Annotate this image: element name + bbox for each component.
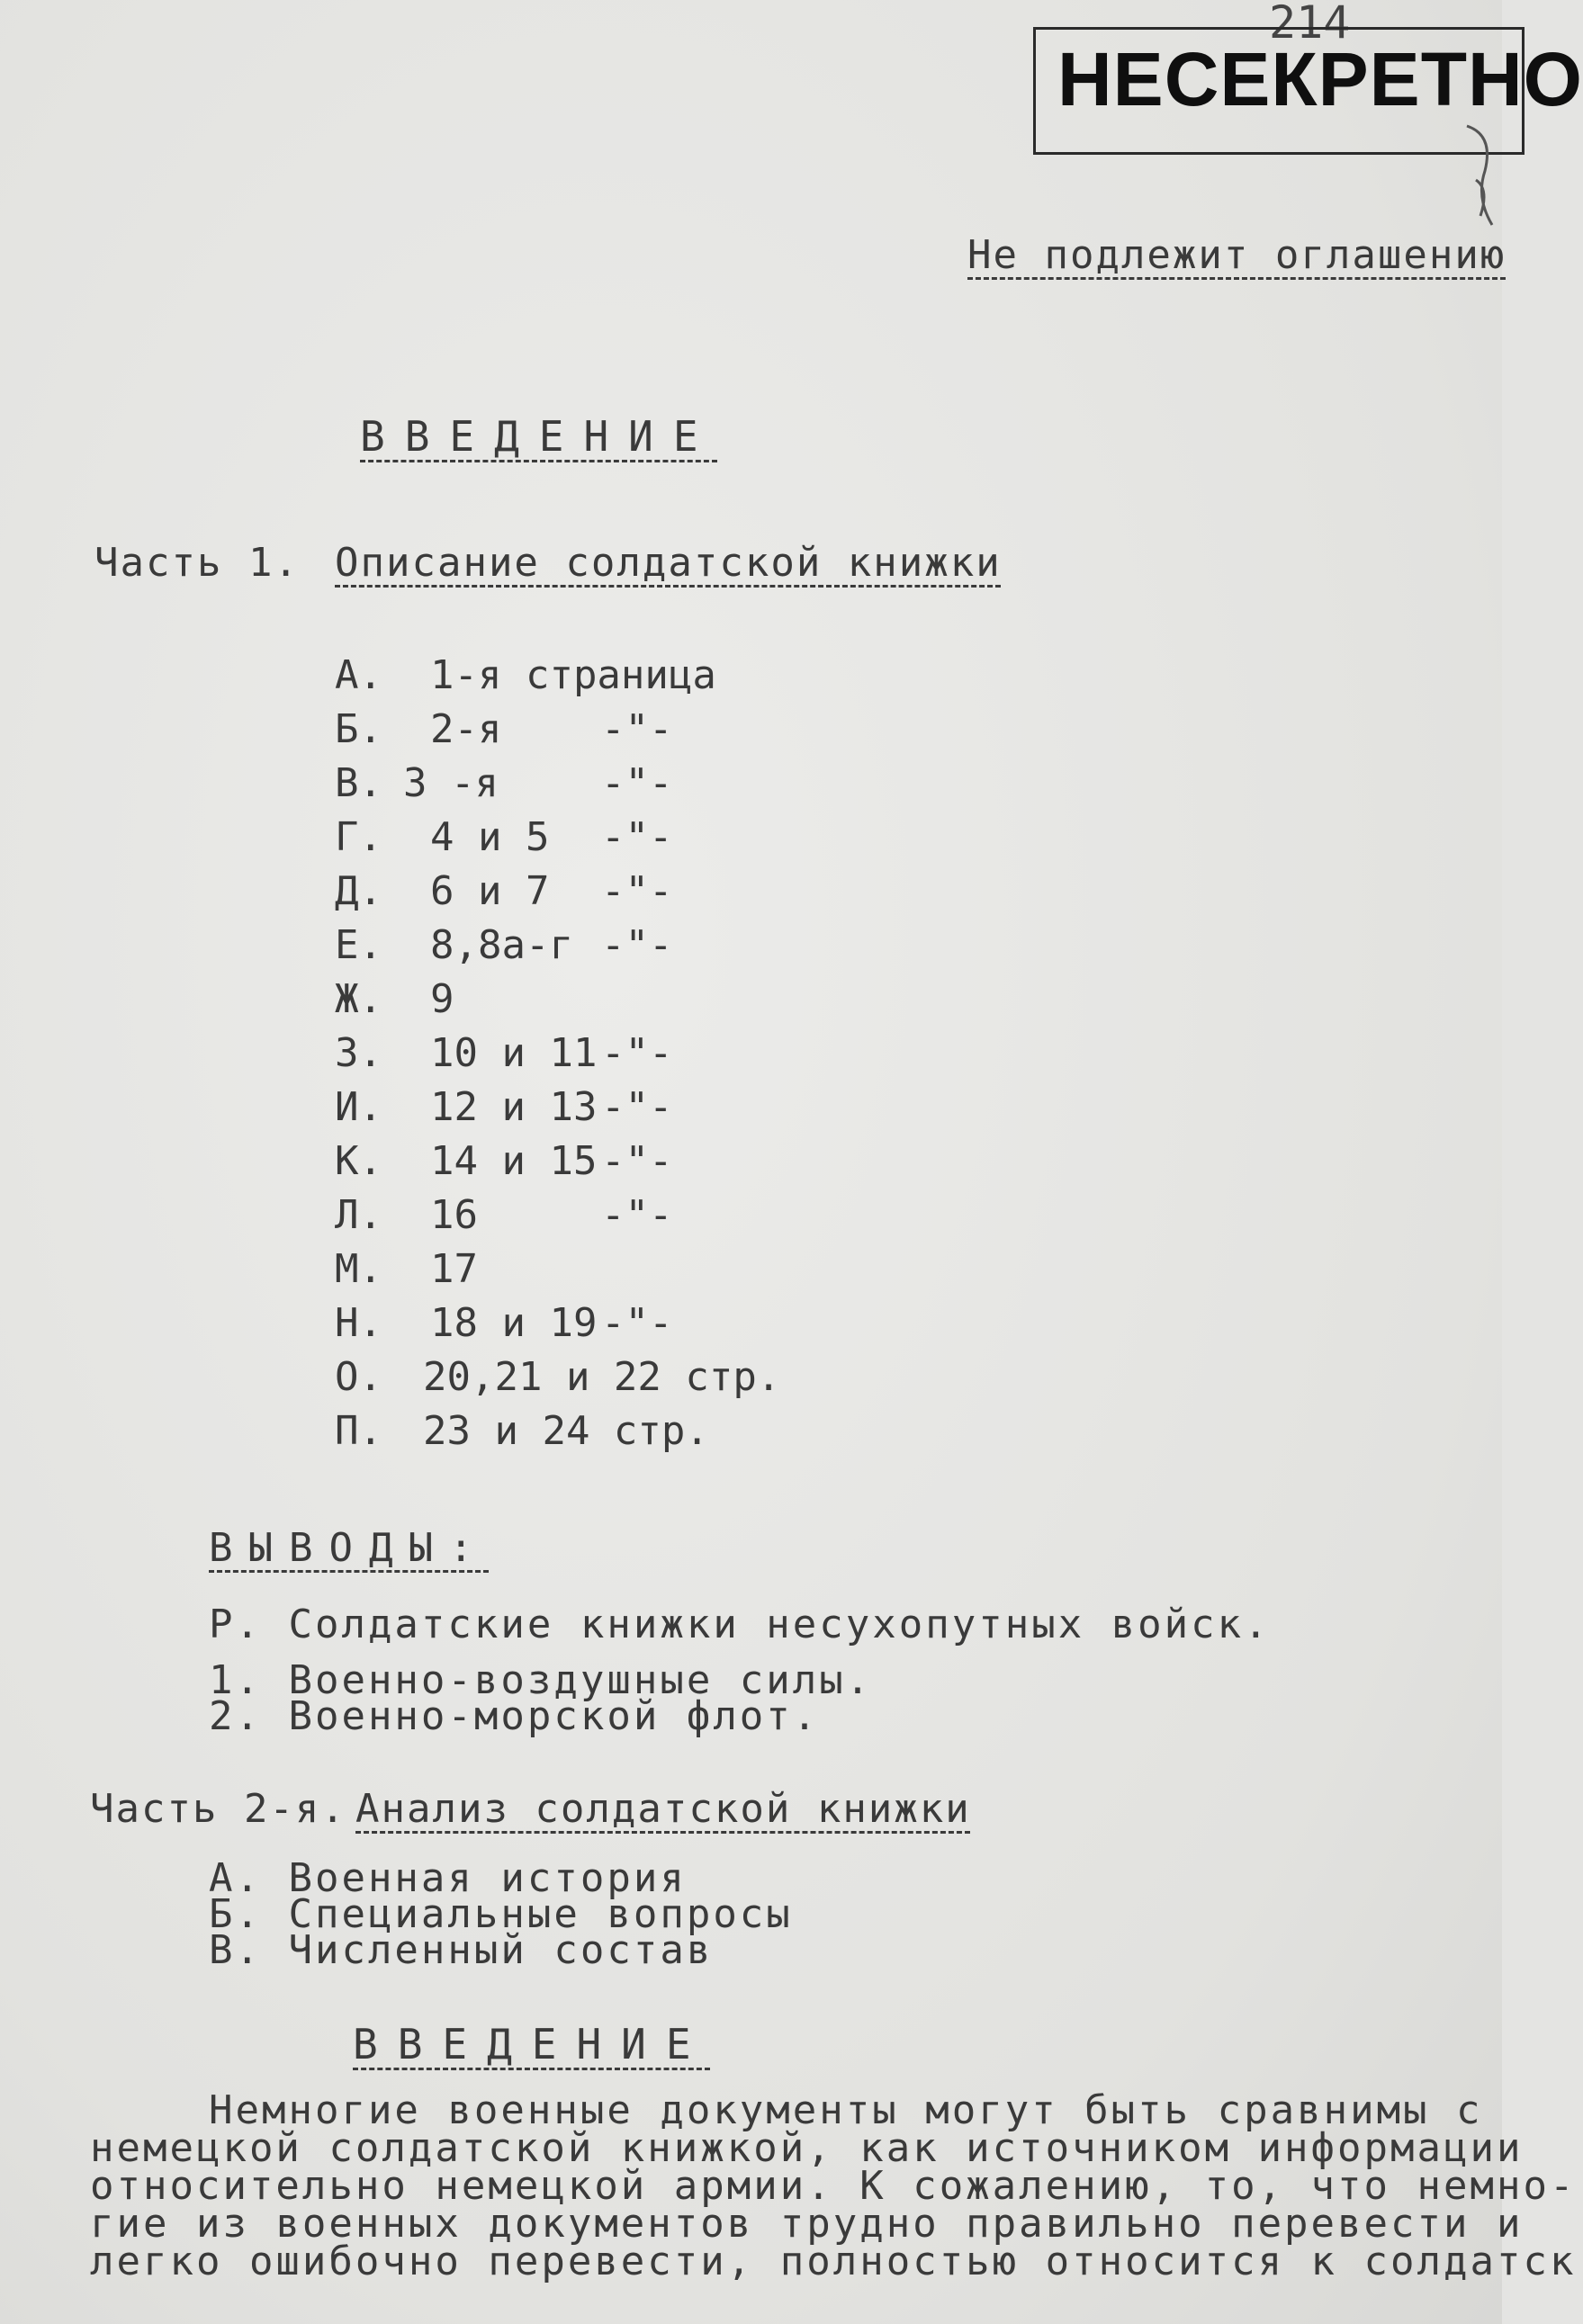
list-item-page: 14 и 15 <box>430 1138 598 1184</box>
list-item-letter: О. <box>335 1354 382 1400</box>
list-item-ditto: -"- <box>601 922 673 968</box>
paragraph-line: гие из военных документов трудно правильно перевести и <box>90 2201 1524 2247</box>
part2-item: В. Численный состав <box>209 1927 714 1973</box>
handwritten-mark-icon <box>1458 117 1503 243</box>
conclusions-line: 2. Военно-морской флот. <box>209 1693 820 1739</box>
paragraph-line: легко ошибочно перевести, полностью относится к солдатск <box>90 2239 1577 2284</box>
list-item-page: 1-я страница <box>430 652 716 698</box>
list-item-ditto: -"- <box>601 1138 673 1184</box>
intro-title: ВВЕДЕНИЕ <box>353 2020 711 2068</box>
list-item-page: 3 -я <box>403 760 499 806</box>
list-item-ditto: -"- <box>601 760 673 806</box>
list-item-page: 8,8а-г <box>430 922 573 968</box>
list-item-letter: Г. <box>335 814 382 860</box>
list-item-page: 23 и 24 стр. <box>423 1408 709 1454</box>
part2-item: А. Военная история <box>209 1855 687 1901</box>
conclusions-title: ВЫВОДЫ: <box>209 1525 490 1571</box>
list-item-letter: К. <box>335 1138 382 1184</box>
list-item-letter: Д. <box>335 868 382 914</box>
list-item-page: 10 и 11 <box>430 1030 598 1076</box>
list-item-letter: Е. <box>335 922 382 968</box>
list-item-ditto: -"- <box>601 868 673 914</box>
list-item-letter: М. <box>335 1246 382 1292</box>
list-item-letter: Н. <box>335 1300 382 1346</box>
paragraph-line: Немногие военные документы могут быть сравнимы с <box>209 2087 1483 2133</box>
restriction-note: Не подлежит оглашению <box>967 232 1507 278</box>
page-title: ВВЕДЕНИЕ <box>360 412 718 461</box>
part1-title: Описание солдатской книжки <box>335 540 1002 586</box>
list-item-page: 17 <box>430 1246 478 1292</box>
classification-stamp: НЕСЕКРЕТНО <box>1057 37 1583 121</box>
conclusions-line: Р. Солдатские книжки несухопутных войск. <box>209 1602 1271 1647</box>
list-item-letter: Б. <box>335 706 382 752</box>
list-item-letter: И. <box>335 1084 382 1130</box>
list-item-letter: Ж. <box>335 976 382 1022</box>
paragraph-line: относительно немецкой армии. К сожалению, то, что немно- <box>90 2163 1577 2209</box>
list-item-page: 9 <box>430 976 454 1022</box>
list-item-page: 18 и 19 <box>430 1300 598 1346</box>
list-item-letter: Л. <box>335 1192 382 1238</box>
list-item-page: 16 <box>430 1192 478 1238</box>
list-item-letter: А. <box>335 652 382 698</box>
list-item-ditto: -"- <box>601 1192 673 1238</box>
list-item-page: 12 и 13 <box>430 1084 598 1130</box>
conclusions-line: 1. Военно-воздушные силы. <box>209 1657 873 1703</box>
list-item-ditto: -"- <box>601 1030 673 1076</box>
list-item-ditto: -"- <box>601 1300 673 1346</box>
paragraph-line: немецкой солдатской книжкой, как источником информации <box>90 2125 1524 2171</box>
list-item-page: 6 и 7 <box>430 868 550 914</box>
page-number: 214 <box>1269 0 1351 49</box>
list-item-letter: З. <box>335 1030 382 1076</box>
list-item-letter: В. <box>335 760 382 806</box>
part2-item: Б. Специальные вопросы <box>209 1891 793 1937</box>
list-item-letter: П. <box>335 1408 382 1454</box>
list-item-ditto: -"- <box>601 706 673 752</box>
part2-title: Анализ солдатской книжки <box>355 1786 971 1832</box>
list-item-ditto: -"- <box>601 1084 673 1130</box>
list-item-ditto: -"- <box>601 814 673 860</box>
part1-label: Часть 1. <box>94 540 300 586</box>
list-item-page: 2-я <box>430 706 502 752</box>
list-item-page: 20,21 и 22 стр. <box>423 1354 781 1400</box>
list-item-page: 4 и 5 <box>430 814 550 860</box>
part2-label: Часть 2-я. <box>90 1786 346 1832</box>
